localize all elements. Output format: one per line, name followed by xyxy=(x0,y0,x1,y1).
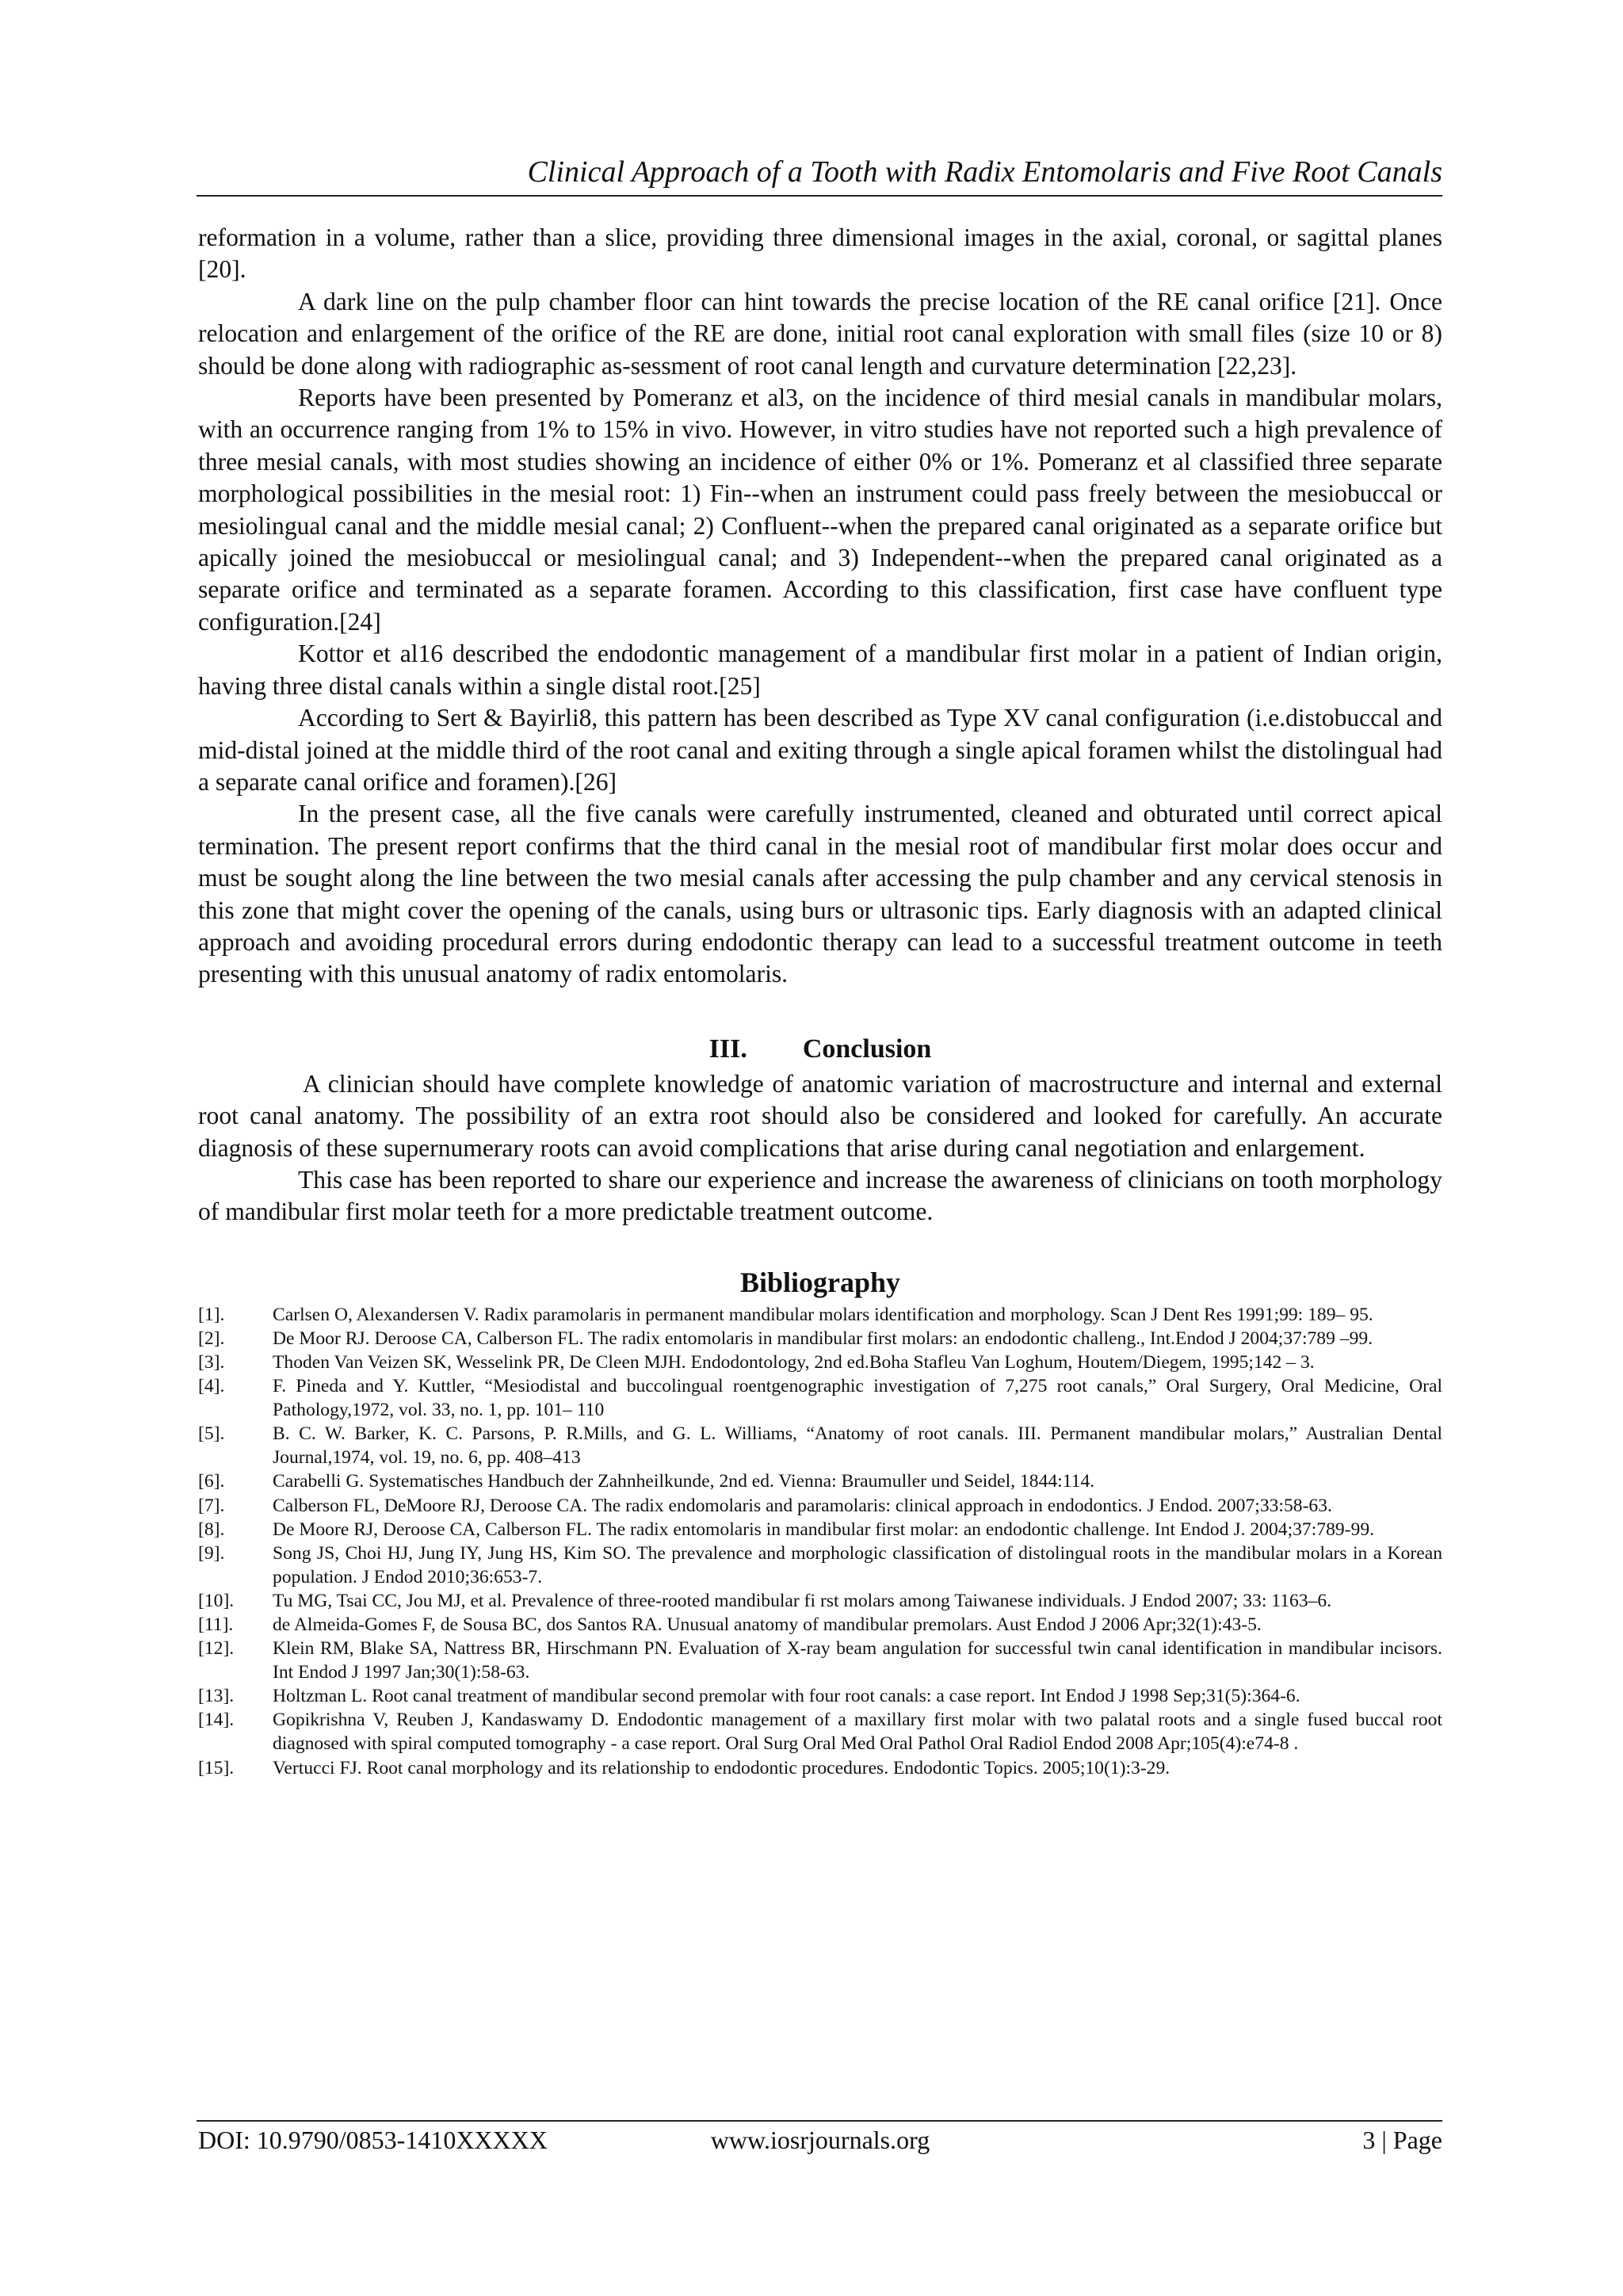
reference-number: [7]. xyxy=(198,1495,225,1516)
doi-label: DOI: 10.9790/0853-1410XXXXX xyxy=(198,2126,548,2154)
reference-item xyxy=(198,1327,1442,1350)
reference-text: Tu MG, Tsai CC, Jou MJ, et al. Prevalence of three-rooted mandibular fi rst molars among Taiwanese individuals. J Endod 2007; 33: 1163–6. xyxy=(273,1590,1332,1611)
reference-text: B. C. W. Barker, K. C. Parsons, P. R.Mills, and G. L. Williams, “Anatomy of root canals. III. Permanent mandibular molars,” Australian Dental Journal,1974, vol. 19, no. 6, pp. 408–413 xyxy=(273,1423,1442,1469)
reference-number: [10]. xyxy=(198,1590,235,1611)
reference-item xyxy=(198,1469,1442,1493)
reference-item xyxy=(198,1637,1442,1684)
reference-text: Calberson FL, DeMoore RJ, Deroose CA. The radix endomolaris and paramolaris: clinical approach in endodontics. J Endod. 2007;33:58-63. xyxy=(273,1495,1332,1516)
reference-list xyxy=(198,1303,1442,1780)
reference-text: Song JS, Choi HJ, Jung IY, Jung HS, Kim SO. The prevalence and morphologic classification of distolingual roots in the mandibular molars in a Korean population. J Endod 2010;36:653-7. xyxy=(273,1542,1442,1587)
reference-number: [8]. xyxy=(198,1519,225,1540)
reference-text: F. Pineda and Y. Kuttler, “Mesiodistal and buccolingual roentgenographic investigation of 7,275 root canals,” Oral Surgery, Oral Medicine, Oral Pathology,1972, vol. 33, no. 1, pp. 101– 110 xyxy=(273,1376,1442,1421)
conclusion-paragraph-1: A clinician should have complete knowledge of anatomic variation of macrostructure and internal and external root canal anatomy. The possibility of an extra root should also be considered and looked for carefully. An accurate diagnosis of these supernumerary roots can avoid complications that arise during canal negotiation and enlargement. xyxy=(198,1069,1442,1162)
header-rule xyxy=(197,195,1442,197)
reference-item xyxy=(198,1684,1442,1708)
reference-number: [1]. xyxy=(198,1304,225,1325)
reference-item xyxy=(198,1613,1442,1637)
reference-item xyxy=(198,1350,1442,1374)
reference-number: [3]. xyxy=(198,1351,225,1373)
reference-item xyxy=(198,1756,1442,1780)
body-paragraph-1: reformation in a volume, rather than a slice, providing three dimensional images in the axial, coronal, or sagittal planes [20]. xyxy=(198,223,1442,284)
section-title: Conclusion xyxy=(802,1033,932,1064)
journal-website: www.iosrjournals.org xyxy=(710,2126,930,2154)
reference-text: Vertucci FJ. Root canal morphology and its relationship to endodontic procedures. Endodontic Topics. 2005;10(1):3-29. xyxy=(273,1757,1170,1778)
reference-text: Gopikrishna V, Reuben J, Kandaswamy D. Endodontic management of a maxillary first molar with two palatal roots and a single fused buccal root diagnosed with spiral computed tomography - a case report. Oral Surg Oral Med Oral Pathol Oral Radiol Endod 2008 Apr;105(4):e74-8 . xyxy=(273,1710,1442,1755)
body-paragraph-5: According to Sert & Bayirli8, this pattern has been described as Type XV canal configuration (i.e.distobuccal and mid-distal joined at the middle third of the root canal and exiting through a single apical foramen whilst the distolingual had a separate canal orifice and foramen).[26] xyxy=(198,704,1442,796)
reference-number: [12]. xyxy=(198,1638,235,1660)
bibliography-heading: Bibliography xyxy=(739,1266,901,1298)
reference-item xyxy=(198,1494,1442,1518)
reference-text: Holtzman L. Root canal treatment of mandibular second premolar with four root canals: a case report. Int Endod J 1998 Sep;31(5):364-6. xyxy=(273,1686,1300,1707)
page-number: 3 | Page xyxy=(1362,2126,1442,2154)
body-paragraph-3: Reports have been presented by Pomeranz et al3, on the incidence of third mesial canals in mandibular molars, with an occurrence ranging from 1% to 15% in vivo. However, in vitro studies have not reported such a high prevalence of three mesial canals, with most studies showing an incidence of either 0% or 1%. Pomeranz et al classified three separate morphological possibilities in the mesial root: 1) Fin--when an instrument could pass freely between the mesiobuccal or mesiolingual canal and the middle mesial canal; 2) Confluent--when the prepared canal originated as a separate orifice but apically joined the mesiobuccal or mesiolingual canal; and 3) Independent--when the prepared canal originated as a separate orifice and terminated as a separate foramen. According to this classification, first case have confluent type configuration.[24] xyxy=(198,384,1442,636)
reference-number: [6]. xyxy=(198,1471,225,1492)
reference-item xyxy=(198,1303,1442,1327)
page-footer xyxy=(198,2122,1442,2157)
reference-text: de Almeida-Gomes F, de Sousa BC, dos Santos RA. Unusual anatomy of mandibular premolars. Aust Endod J 2006 Apr;32(1):43-5. xyxy=(273,1614,1262,1635)
reference-item xyxy=(198,1374,1442,1422)
reference-item xyxy=(198,1422,1442,1469)
reference-number: [4]. xyxy=(198,1376,225,1397)
conclusion-paragraph-2: This case has been reported to share our experience and increase the awareness of clinicians on tooth morphology of mandibular first molar teeth for a more predictable treatment outcome. xyxy=(198,1165,1442,1226)
running-title: Clinical Approach of a Tooth with Radix Entomolaris and Five Root Canals xyxy=(527,155,1442,189)
reference-number: [11]. xyxy=(198,1614,234,1635)
reference-text: Thoden Van Veizen SK, Wesselink PR, De Cleen MJH. Endodontology, 2nd ed.Boha Stafleu Van Loghum, Houtem/Diegem, 1995;142 – 3. xyxy=(273,1351,1315,1373)
reference-item xyxy=(198,1518,1442,1541)
body-paragraph-4: Kottor et al16 described the endodontic management of a mandibular first molar in a patient of Indian origin, having three distal canals within a single distal root.[25] xyxy=(198,640,1442,700)
reference-number: [9]. xyxy=(198,1542,225,1564)
reference-number: [5]. xyxy=(198,1423,225,1445)
body-paragraph-6: In the present case, all the five canals were carefully instrumented, cleaned and obturated until correct apical termination. The present report confirms that the third canal in the mesial root of mandibular first molar does occur and must be sought along the line between the two mesial canals after accessing the pulp chamber and any cervical stenosis in this zone that might cover the opening of the canals, using burs or ultrasonic tips. Early diagnosis with an adapted clinical approach and avoiding procedural errors during endodontic therapy can lead to a successful treatment outcome in teeth presenting with this unusual anatomy of radix entomolaris. xyxy=(198,800,1442,988)
reference-item xyxy=(198,1708,1442,1755)
reference-text: De Moor RJ. Deroose CA, Calberson FL. The radix entomolaris in mandibular first molars: an endodontic challeng., Int.Endod J 2004;37:789 –99. xyxy=(273,1328,1373,1349)
reference-text: Klein RM, Blake SA, Nattress BR, Hirschmann PN. Evaluation of X-ray beam angulation for successful twin canal identification in mandibular incisors. Int Endod J 1997 Jan;30(1):58-63. xyxy=(273,1638,1442,1683)
reference-item xyxy=(198,1541,1442,1589)
reference-number: [2]. xyxy=(198,1328,225,1349)
reference-text: Carabelli G. Systematisches Handbuch der Zahnheilkunde, 2nd ed. Vienna: Braumuller und Seidel, 1844:114. xyxy=(273,1471,1095,1492)
conclusion-heading xyxy=(198,1032,1442,1067)
article-body xyxy=(198,222,1442,1780)
reference-number: [13]. xyxy=(198,1686,235,1707)
reference-text: De Moore RJ, Deroose CA, Calberson FL. The radix entomolaris in mandibular first molar: an endodontic challenge. Int Endod J. 2004;37:789-99. xyxy=(273,1519,1375,1540)
section-number: III. xyxy=(708,1033,747,1064)
reference-number: [14]. xyxy=(198,1710,235,1731)
footer-rule xyxy=(197,2120,1442,2122)
reference-number: [15]. xyxy=(198,1757,235,1778)
body-paragraph-2: A dark line on the pulp chamber floor can hint towards the precise location of the RE canal orifice [21]. Once relocation and enlargement of the orifice of the RE are done, initial root canal exploration with small files (size 10 or 8) should be done along with radiographic as-sessment of root canal length and curvature determination [22,23]. xyxy=(198,287,1442,380)
reference-text: Carlsen O, Alexandersen V. Radix paramolaris in permanent mandibular molars identification and morphology. Scan J Dent Res 1991;99: 189– 95. xyxy=(273,1304,1373,1325)
reference-item xyxy=(198,1589,1442,1613)
